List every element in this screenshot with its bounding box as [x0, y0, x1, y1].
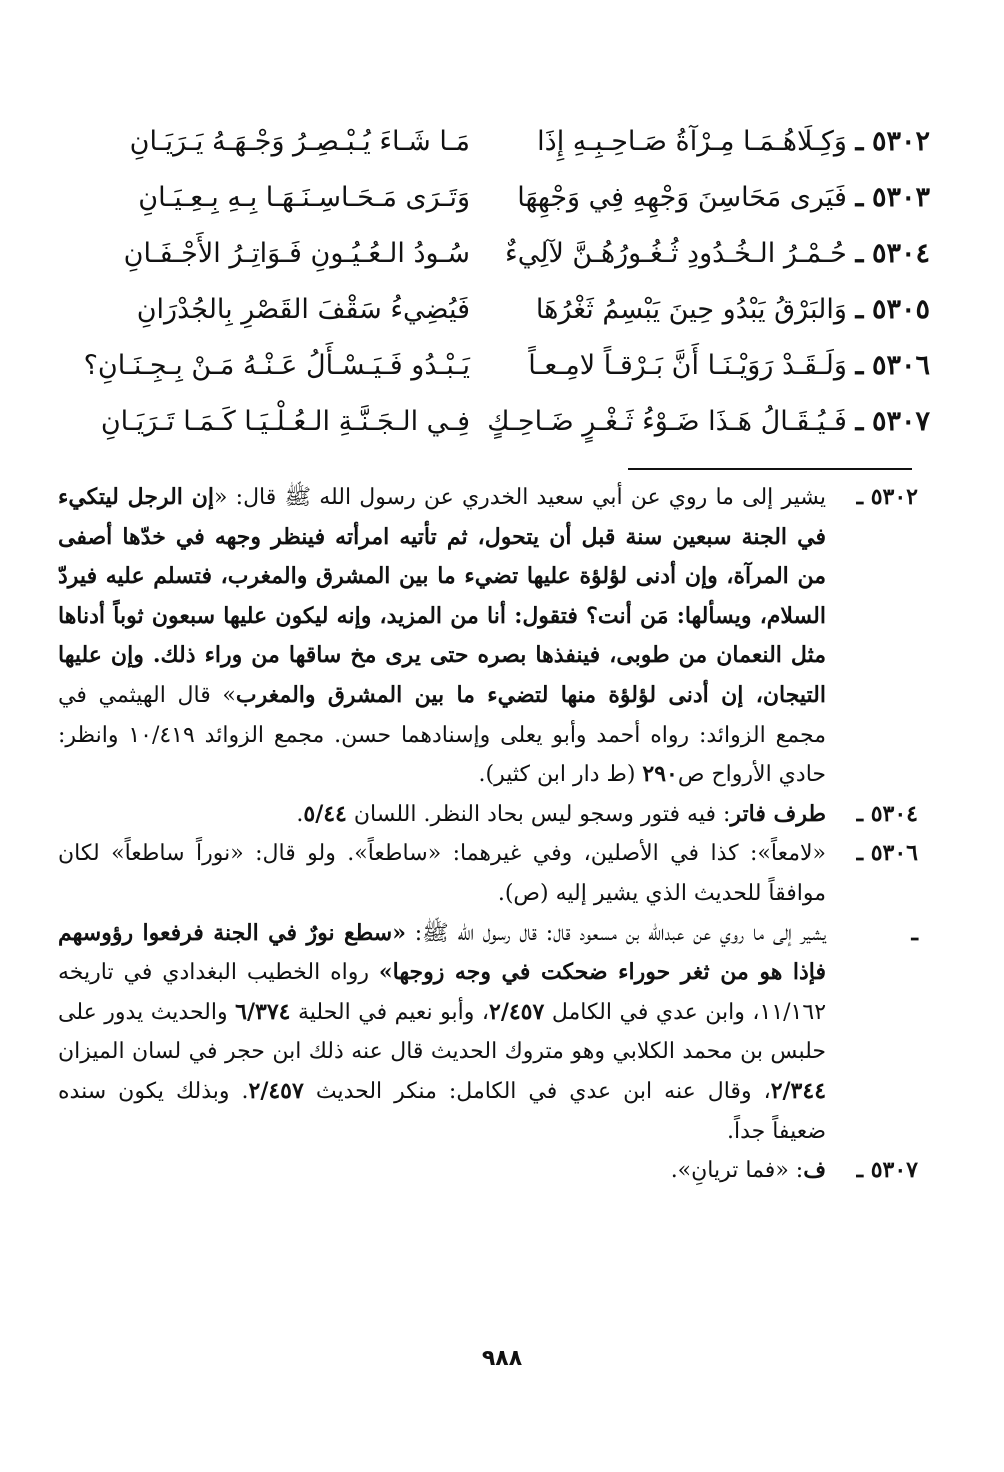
footnote-number: [857, 834, 918, 874]
verse-number: ٥٣٠٢: [871, 126, 930, 157]
verse-second-hemistich: مَـا شَـاءَ يُـبْـصِـرُ وَجْـهَـهُ يَـرَيَـانِ: [129, 126, 470, 157]
footnote: [58, 1151, 918, 1191]
footnotes: [58, 478, 918, 1191]
page-reference: ٥/٤٤: [303, 800, 347, 827]
footnote-number-text: ٥٣٠٤: [870, 800, 918, 827]
footnote-text: : فيه فتور وسجو ليس بحاد النظر. اللسان: [346, 801, 731, 827]
footnote-text: ، وقال عنه ابن عدي في الكامل: منكر الحديث: [303, 1078, 771, 1104]
verse-second-hemistich: فَيُضِيءُ سَقْفَ القَصْرِ بِالجُدْرَانِ: [136, 294, 470, 325]
page-reference: ٢/٣٤٤: [770, 1077, 827, 1104]
verse-line: [50, 282, 930, 338]
footnote-text: (ط دار ابن كثير).: [478, 762, 643, 788]
manuscript-siglum: ف: [803, 1157, 826, 1184]
verse-line: [50, 170, 930, 226]
hadith-text: إن الرجل ليتكيء في الجنة سبعين سنة قبل أن يتحول، ثم تأتيه امرأته فينظر وجهه في خدّها أصفى من المرآة، وإن أدنى لؤلؤة عليها تضيء ما بين المشرق والمغرب، فتسلم عليه فيردّ السلام، ويسألها: مَن أنت؟ فتقول: أنا من المزيد، وإنه ليكون عليها سبعون ثوباً أدناها مثل النعمان من طوبى، فينفذها بصره حتى يرى مخ ساقها من وراء ذلك. وإن عليها التيجان، إن أدنى لؤلؤة منها لتضيء ما بين المشرق والمغرب: [58, 484, 827, 708]
page-number: ٩٨٨: [481, 1346, 523, 1371]
footnote-text: يشير إلى ما روي عن أبي سعيد الخدري عن رسول الله ﷺ قال: «: [214, 485, 826, 510]
verse-second-hemistich: سُـودُ الـعُـيُـونِ فَـوَاتِـرُ الأَجْـفَـانِ: [123, 238, 470, 269]
verse-first-hemistich: [495, 226, 930, 282]
verse-number: ٥٣٠٣: [871, 182, 930, 213]
footnote-text: والحديث يدور على حلبس بن محمد الكلابي وهو متروك الحديث قال عنه ذلك ابن حجر في لسان الميزان: [58, 999, 826, 1065]
verse-line: [50, 114, 930, 170]
footnote-separator: [628, 468, 912, 470]
verse-second-hemistich: فِـي الـجَـنَّـةِ الـعُـلْـيَـا كَـمَـا تَـرَيَـانِ: [100, 406, 470, 437]
verse-dash: ـ: [855, 238, 864, 269]
footnote-text: . وبذلك يكون سنده ضعيفاً جداً.: [58, 1078, 826, 1144]
verse-first-hemistich: [495, 170, 930, 226]
footnote-number: [857, 795, 918, 835]
footnote-text: رواه الخطيب البغدادي في تاريخه ١١/١٦٢، وابن عدي في الكامل: [58, 960, 827, 1025]
footnote-number: [912, 914, 918, 954]
footnote-number-text: ٥٣٠٧: [870, 1157, 918, 1184]
verse-second-hemistich: يَـبْـدُو فَـيَـسْـأَلُ عَـنْـهُ مَـنْ بِـجِـنَـانِ؟: [83, 350, 470, 381]
footnote-text: يشير إلى ما روي عن عبدالله بن مسعود قال: قال رسول الله ﷺ:: [405, 920, 826, 946]
footnote-text: ، وأبو نعيم في الحلية: [290, 999, 490, 1025]
verse-dash: ـ: [855, 294, 864, 325]
verse-line: [50, 226, 930, 282]
footnote-number: [857, 1151, 918, 1191]
verse-line: [50, 338, 930, 394]
footnote: [58, 478, 918, 795]
verse-dash: ـ: [855, 182, 864, 213]
verse-first-text: وَالبَرْقُ يَبْدُو حِينَ يَبْسِمُ ثَغْرُهَا: [535, 294, 847, 325]
footnote-text: .: [296, 801, 304, 827]
footnote: [58, 834, 918, 913]
footnote-continuation: [58, 914, 918, 1152]
verse-dash: ـ: [855, 406, 864, 437]
footnote-dash: ـ: [856, 840, 864, 867]
footnote-number-text: ٥٣٠٢: [870, 484, 918, 510]
verse-first-text: وَلَـقَـدْ رَوَيْـنَـا أَنَّ بَـرْقـاً لامِـعـاً: [528, 350, 847, 381]
verse-number: ٥٣٠٧: [871, 406, 930, 437]
verse-first-hemistich: [495, 114, 930, 170]
footnote-dash: ـ: [911, 919, 918, 946]
verse-first-hemistich: [487, 394, 930, 450]
page-reference: ٢/٤٥٧: [248, 1077, 304, 1104]
verse-second-hemistich: وَتَـرَى مَـحَـاسِـنَـهَـا بِـهِ بِـعِـيَـانِ: [138, 182, 470, 213]
footnote-number: [857, 478, 918, 518]
verse-first-text: وَكِـلَاهُـمَـا مِـرْآةُ صَـاحِـبِـهِ إِذَا: [537, 126, 847, 157]
page-reference: ٢٩٠: [642, 761, 678, 788]
page-reference: ٦/٣٧٤: [235, 998, 291, 1025]
footnote-dash: ـ: [856, 1157, 864, 1184]
footnote-number-text: ٥٣٠٦: [870, 840, 918, 867]
poem-verses: [50, 114, 930, 450]
footnote-dash: ـ: [856, 800, 864, 827]
verse-dash: ـ: [855, 350, 864, 381]
page-reference: ٢/٤٥٧: [489, 998, 545, 1025]
glossary-term: طرف فاتر: [730, 800, 826, 827]
footnote: [58, 795, 918, 835]
verse-number: ٥٣٠٦: [871, 350, 930, 381]
footnote-dash: ـ: [856, 484, 864, 510]
verse-line: [50, 394, 930, 450]
verse-first-text: حُـمْـرُ الـخُـدُودِ ثُـغُـورُهُـنَّ لآلِيءٌ: [505, 238, 847, 269]
verse-first-hemistich: [495, 282, 930, 338]
verse-first-text: فَـيُـقَـالُ هَـذَا ضَـوْءُ ثَـغْـرٍ ضَـاحِـكٍ: [487, 406, 847, 437]
verse-first-text: فَيَرى مَحَاسِنَ وَجْهِهِ فِي وَجْهِهَا: [517, 182, 847, 213]
footnote-text: «لامعاً»: كذا في الأصلين، وفي غيرهما: «ساطعاً». ولو قال: «نوراً ساطعاً» لكان موافقاً للحديث الذي يشير إليه (ص).: [58, 841, 826, 906]
verse-number: ٥٣٠٤: [871, 238, 930, 269]
verse-dash: ـ: [855, 126, 864, 157]
footnote-text: : «فما تريانِ».: [670, 1158, 804, 1184]
verse-first-hemistich: [495, 338, 930, 394]
verse-number: ٥٣٠٥: [871, 294, 930, 325]
footnote-text: » قال الهيثمي في مجمع الزوائد: رواه أحمد وأبو يعلى وإسنادهما حسن. مجمع الزوائد ١٠/٤١٩ وانظر: حادي الأرواح ص: [58, 682, 827, 788]
hadith-text: «سطع نورٌ في الجنة فرفعوا رؤوسهم فإذا هو من ثغر حوراء ضحكت في وجه زوجها»: [58, 919, 826, 986]
